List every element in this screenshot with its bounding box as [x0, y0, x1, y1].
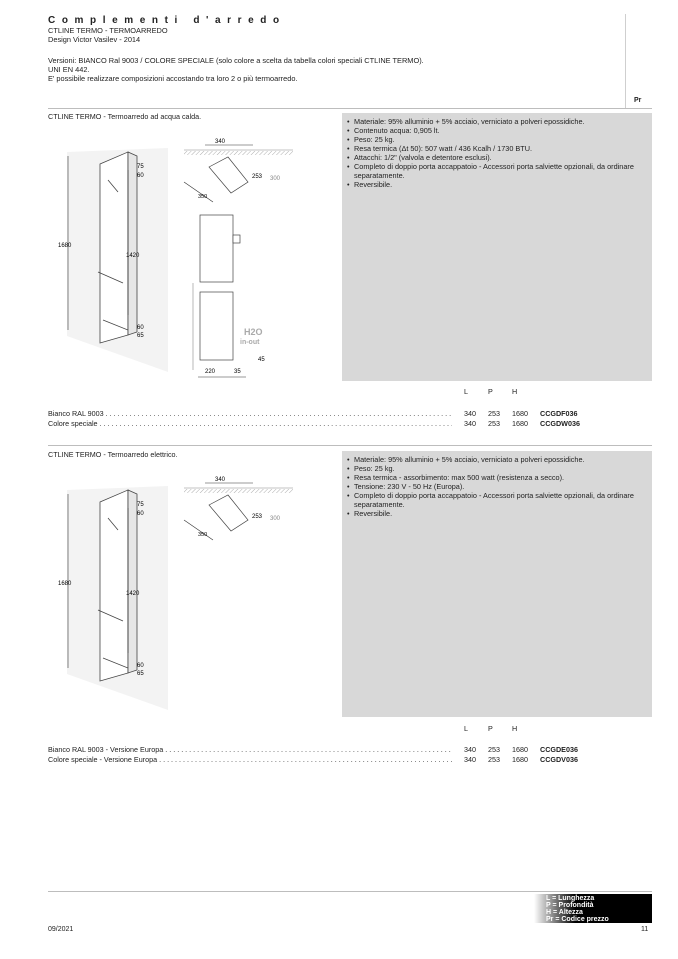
- header-rule: [48, 108, 652, 109]
- section-rule: [48, 445, 652, 446]
- legend-h: H = Altezza: [546, 909, 583, 916]
- dim-45: 45: [258, 357, 265, 363]
- spec-item: • Resa termica (Δt 50): 507 watt / 436 Kcalh / 1730 BTU.: [354, 144, 642, 153]
- legend-p: P = Profondità: [546, 902, 594, 909]
- product-line: CTLINE TERMO - TERMOARREDO: [48, 26, 168, 35]
- footer-rule: [48, 891, 652, 892]
- side-view-top: [200, 215, 233, 282]
- plan-radiator: [209, 157, 248, 193]
- spec-item: • Materiale: 95% alluminio + 5% acciaio, verniciato a polveri epossidiche.: [354, 117, 642, 126]
- electric-radiator-drawing: [48, 458, 340, 716]
- header-divider: [625, 14, 626, 108]
- row-h: 1680: [512, 409, 528, 418]
- spec-item: • Reversibile.: [354, 180, 642, 189]
- spec-item: • Tensione: 230 V - 50 Hz (Europa).: [354, 482, 642, 491]
- dim-300: 300: [270, 516, 281, 522]
- spec-item: • Materiale: 95% alluminio + 5% acciaio, verniciato a polveri epossidiche.: [354, 455, 642, 464]
- price-code-label: Pr: [634, 97, 642, 104]
- dim-220: 220: [205, 369, 216, 375]
- dim-60-top: 60: [137, 173, 144, 179]
- spec-box-electric: [342, 451, 652, 717]
- col-header-p: P: [488, 387, 493, 396]
- water-inout-label: in-out: [240, 339, 260, 346]
- plan-radiator: [209, 495, 248, 531]
- col-header-p: P: [488, 724, 493, 733]
- dim-1680: 1680: [58, 243, 72, 249]
- dim-1420: 1420: [126, 253, 140, 259]
- dim-350: 350: [198, 194, 208, 200]
- spec-item: • Reversibile.: [354, 509, 642, 518]
- col-header-h: H: [512, 387, 518, 396]
- col-header-l: L: [464, 387, 468, 396]
- spec-item: • Attacchi: 1/2" (valvola e detentore esclusi).: [354, 153, 642, 162]
- dim-65: 65: [137, 671, 144, 677]
- dim-35: 35: [234, 369, 241, 375]
- composition-note: E' possibile realizzare composizioni accostando tra loro 2 o più termoarredo.: [48, 74, 298, 83]
- section-title-electric: CTLINE TERMO - Termoarredo elettrico.: [48, 450, 178, 459]
- dim-60-top: 60: [137, 511, 144, 517]
- table-row: [48, 419, 652, 429]
- dim-253: 253: [252, 174, 263, 180]
- spec-item: • Contenuto acqua: 0,905 lt.: [354, 126, 642, 135]
- col-header-h: H: [512, 724, 518, 733]
- dim-75: 75: [137, 164, 144, 170]
- radiator-front: [100, 490, 128, 681]
- table-row: [48, 745, 652, 755]
- row-p: 253: [488, 419, 500, 428]
- legend-l: L = Lunghezza: [546, 895, 595, 902]
- row-h: 1680: [512, 419, 528, 428]
- row-code: CCGDV036: [540, 755, 578, 764]
- table-row: [48, 409, 652, 419]
- dim-65: 65: [137, 333, 144, 339]
- spec-item: • Peso: 25 kg.: [354, 135, 642, 144]
- spec-item: • Resa termica - assorbimento: max 500 watt (resistenza a secco).: [354, 473, 642, 482]
- radiator-side: [128, 152, 137, 335]
- dim-340: 340: [215, 139, 226, 145]
- spec-item: • Completo di doppio porta accappatoio - Accessori porta salviette opzionali, da ordinare separatamente.: [354, 162, 642, 180]
- footer-date: 09/2021: [48, 926, 74, 933]
- designer: Design Victor Vasilev - 2014: [48, 35, 141, 44]
- radiator-side: [128, 490, 137, 673]
- dim-1680: 1680: [58, 581, 72, 587]
- dim-60-bottom: 60: [137, 663, 144, 669]
- spec-item: • Completo di doppio porta accappatoio - Accessori porta salviette opzionali, da ordinare separatamente.: [354, 491, 642, 509]
- plan-wall: [184, 151, 293, 155]
- spec-box-water: [342, 113, 652, 381]
- row-p: 253: [488, 409, 500, 418]
- water-radiator-drawing: [48, 120, 340, 382]
- row-p: 253: [488, 745, 500, 754]
- row-code: CCGDF036: [540, 409, 578, 418]
- plan-wall: [184, 489, 293, 493]
- row-l: 340: [464, 745, 476, 754]
- row-code: CCGDE036: [540, 745, 578, 754]
- legend-pr: Pr = Codice prezzo: [546, 916, 609, 923]
- row-h: 1680: [512, 755, 528, 764]
- row-label: Colore speciale - Versione Europa . . .: [48, 755, 452, 765]
- dim-253: 253: [252, 514, 263, 520]
- col-header-l: L: [464, 724, 468, 733]
- side-view-bottom: [200, 292, 233, 360]
- row-l: 340: [464, 409, 476, 418]
- row-label: Bianco RAL 9003 - Versione Europa . . .: [48, 745, 452, 755]
- dim-60-bottom: 60: [137, 325, 144, 331]
- dim-300: 300: [270, 176, 281, 182]
- radiator-front: [100, 152, 128, 343]
- row-label: Bianco RAL 9003 . . .: [48, 409, 452, 419]
- page-title: Complementi d'arredo: [48, 15, 286, 26]
- side-view-bar: [233, 235, 240, 243]
- versions-note: Versioni: BIANCO Ral 9003 / COLORE SPECIALE (solo colore a scelta da tabella colori speciali CTLINE TERMO).: [48, 56, 424, 65]
- row-code: CCGDW036: [540, 419, 580, 428]
- table-row: [48, 755, 652, 765]
- dim-75: 75: [137, 502, 144, 508]
- row-l: 340: [464, 419, 476, 428]
- legend-box: [534, 894, 652, 923]
- dim-1420: 1420: [126, 591, 140, 597]
- page-number: 11: [641, 926, 649, 933]
- dim-350: 350: [198, 532, 208, 538]
- row-h: 1680: [512, 745, 528, 754]
- standard-note: UNI EN 442.: [48, 65, 90, 74]
- row-p: 253: [488, 755, 500, 764]
- section-title-water: CTLINE TERMO - Termoarredo ad acqua calda.: [48, 112, 202, 121]
- spec-item: • Peso: 25 kg.: [354, 464, 642, 473]
- row-l: 340: [464, 755, 476, 764]
- water-label: H2O: [244, 327, 263, 337]
- row-label: Colore speciale . . .: [48, 419, 452, 429]
- dim-340: 340: [215, 477, 226, 483]
